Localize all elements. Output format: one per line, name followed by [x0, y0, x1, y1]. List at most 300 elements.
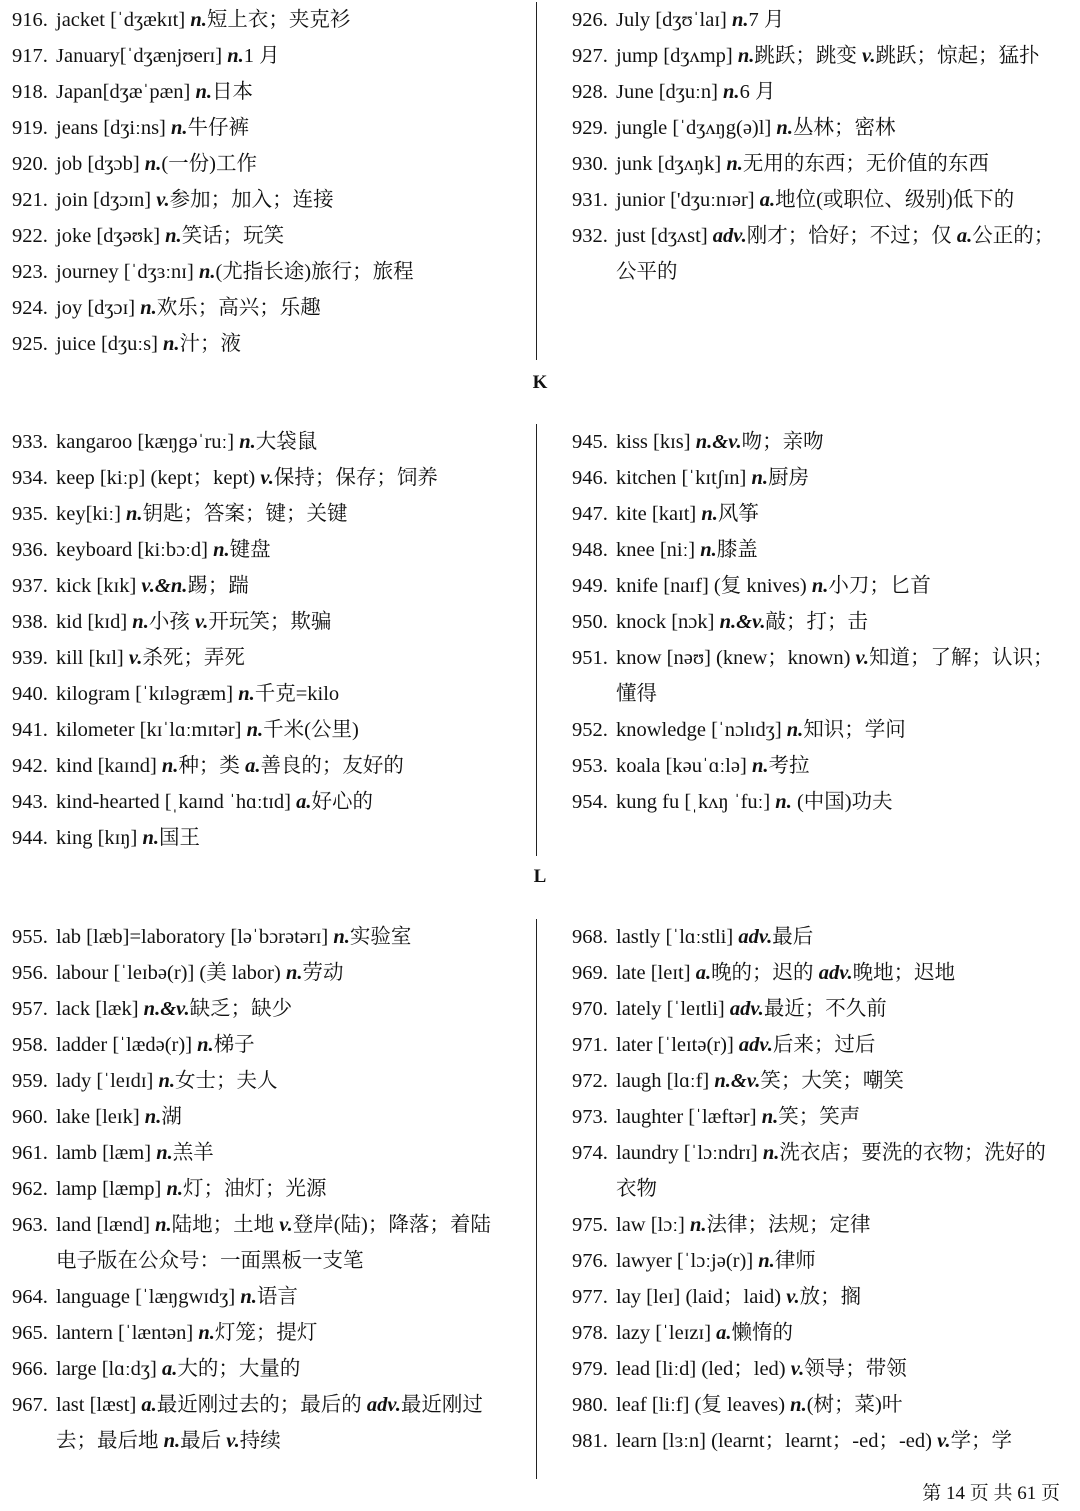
part-of-speech: n. — [776, 117, 793, 139]
vocab-entry — [572, 424, 1064, 460]
vocab-entry — [572, 784, 1064, 820]
part-of-speech: a. — [695, 962, 712, 984]
entry-number: 974. — [572, 1142, 608, 1164]
entry-number: 951. — [572, 647, 608, 669]
part-of-speech: n. — [701, 503, 718, 525]
entry-number: 966. — [12, 1358, 48, 1380]
entry-number: 968. — [572, 926, 608, 948]
vocab-entry — [572, 1135, 1064, 1207]
entry-number: 932. — [572, 225, 608, 247]
entry-text: leaf [liːf] (复 leaves) — [616, 1394, 791, 1416]
entry-text: 键盘 — [229, 539, 271, 561]
part-of-speech: n. — [132, 611, 149, 633]
column-right — [572, 919, 1064, 1459]
part-of-speech: n. — [158, 1070, 175, 1092]
part-of-speech: adv. — [729, 998, 764, 1020]
entry-number: 965. — [12, 1322, 48, 1344]
entry-text: learn [lɜːn] (learnt；learnt；-ed；-ed) — [616, 1430, 938, 1452]
vocab-entry — [572, 640, 1064, 712]
part-of-speech: n. — [790, 1394, 807, 1416]
vocab-entry — [12, 1027, 512, 1063]
part-of-speech: n. — [732, 9, 749, 31]
entry-number: 956. — [12, 962, 48, 984]
vocab-entry — [572, 532, 1064, 568]
entry-text: 劳动 — [302, 962, 344, 984]
part-of-speech: n. — [240, 1286, 257, 1308]
entry-text: job [dʒɔb] — [56, 153, 145, 175]
entry-number: 926. — [572, 9, 608, 31]
part-of-speech: n. — [811, 575, 829, 597]
vocab-entry — [572, 38, 1064, 74]
part-of-speech: n. — [142, 827, 159, 849]
entry-number: 947. — [572, 503, 608, 525]
entry-text: law [lɔː] — [616, 1214, 690, 1236]
entry-text: kick [kɪk] — [56, 575, 142, 597]
entry-text: 笑；大笑；嘲笑 — [760, 1070, 904, 1092]
part-of-speech: v. — [194, 611, 209, 633]
section-letter-l: L — [533, 866, 547, 887]
entry-text: knee [niː] — [616, 539, 701, 561]
entry-text: junk [dʒʌŋk] — [616, 153, 727, 175]
part-of-speech: n. — [126, 503, 143, 525]
vocab-entry — [12, 326, 512, 362]
part-of-speech: n. — [700, 539, 717, 561]
entry-number: 976. — [572, 1250, 608, 1272]
entry-text: lastly [ˈlɑːstli] — [616, 926, 739, 948]
part-of-speech: adv. — [738, 926, 773, 948]
entry-number: 933. — [12, 431, 48, 453]
vocab-entry — [12, 460, 512, 496]
entry-text: 律师 — [774, 1250, 816, 1272]
entry-text: 后来；过后 — [772, 1034, 876, 1056]
part-of-speech: n. — [723, 81, 740, 103]
entry-text: 大的；大量的 — [177, 1358, 301, 1380]
vocab-entry — [12, 604, 512, 640]
part-of-speech: adv. — [818, 962, 853, 984]
entry-text: joy [dʒɔɪ] — [56, 297, 141, 319]
part-of-speech: n. — [751, 755, 769, 777]
vocab-entry — [12, 424, 512, 460]
entry-text: 领导；带领 — [804, 1358, 907, 1380]
entry-text: kilometer [kɪˈlɑːmɪtər] — [56, 719, 247, 741]
entry-text: kiss [kɪs] — [616, 431, 696, 453]
vocab-entry — [572, 1315, 1064, 1351]
entry-text: land [lænd] — [56, 1214, 156, 1236]
entry-text: (一份)工作 — [161, 153, 257, 175]
entry-number: 916. — [12, 9, 48, 31]
entry-text: kind-hearted [ˌkaɪnd ˈhɑːtɪd] — [56, 791, 297, 813]
entry-number: 959. — [12, 1070, 48, 1092]
entry-number: 971. — [572, 1034, 608, 1056]
entry-text: January[ˈdʒænjʊerɪ] — [56, 45, 228, 67]
entry-text: 小刀；匕首 — [828, 575, 931, 597]
part-of-speech: v. — [862, 45, 876, 67]
entry-text: 风筝 — [717, 503, 759, 525]
entry-text: 最后 — [180, 1430, 227, 1452]
part-of-speech: v. — [786, 1286, 800, 1308]
entry-number: 934. — [12, 467, 48, 489]
vocab-entry — [572, 1099, 1064, 1135]
entry-text: knock [nɔk] — [616, 611, 720, 633]
entry-number: 923. — [12, 261, 48, 283]
part-of-speech: v. — [156, 189, 170, 211]
vocab-entry — [12, 2, 512, 38]
entry-number: 920. — [12, 153, 48, 175]
part-of-speech: n.&v. — [719, 611, 766, 633]
entry-number: 980. — [572, 1394, 608, 1416]
entry-number: 918. — [12, 81, 48, 103]
entry-number: 940. — [12, 683, 48, 705]
part-of-speech: n. — [161, 755, 179, 777]
entry-text: kind [kaɪnd] — [56, 755, 162, 777]
vocab-entry — [572, 218, 1064, 290]
column-left — [12, 919, 512, 1459]
entry-text: kill [kɪl] — [56, 647, 129, 669]
entry-text: 踢；踹 — [187, 575, 249, 597]
entry-text: 大袋鼠 — [255, 431, 318, 453]
entry-text: koala [kəuˈɑːlə] — [616, 755, 752, 777]
entry-number: 950. — [572, 611, 608, 633]
entry-text: lead [liːd] (led；led) — [616, 1358, 791, 1380]
part-of-speech: n. — [163, 333, 180, 355]
entry-text: king [kɪŋ] — [56, 827, 143, 849]
part-of-speech: v. — [855, 647, 870, 669]
entry-number: 957. — [12, 998, 48, 1020]
entry-number: 945. — [572, 431, 608, 453]
entry-text: 7 月 — [748, 9, 785, 31]
entry-text: jacket [ˈdʒækɪt] — [56, 9, 191, 31]
entry-text: jeans [dʒiːns] — [56, 117, 171, 139]
entry-text: 千克=kilo — [254, 683, 340, 705]
entry-text: 刚才；恰好；不过；仅 — [746, 225, 957, 247]
part-of-speech: v. — [937, 1430, 951, 1452]
vocab-entry — [572, 1351, 1064, 1387]
part-of-speech: v. — [790, 1358, 805, 1380]
entry-text: 语言 — [256, 1286, 298, 1308]
entry-text: later [ˈleɪtə(r)] — [616, 1034, 739, 1056]
entry-text: journey [ˈdʒɜːnɪ] — [56, 261, 199, 283]
entry-text: 缺乏；缺少 — [189, 998, 293, 1020]
entry-text: lazy [ˈleɪzɪ] — [616, 1322, 717, 1344]
part-of-speech: n.&v. — [143, 998, 190, 1020]
entry-text: joke [dʒəʊk] — [56, 225, 166, 247]
vocab-entry — [12, 712, 512, 748]
vocab-entry — [12, 38, 512, 74]
column-divider — [536, 2, 537, 360]
entry-text: laughter [ˈlæftər] — [616, 1106, 762, 1128]
vocab-entry — [572, 110, 1064, 146]
vocab-entry — [12, 919, 512, 955]
entry-number: 931. — [572, 189, 608, 211]
entry-text: lady [ˈleɪdɪ] — [56, 1070, 159, 1092]
vocab-entry — [12, 568, 512, 604]
entry-number: 972. — [572, 1070, 608, 1092]
entry-text: kangaroo [kæŋgəˈruː] — [56, 431, 240, 453]
entry-text: 实验室 — [349, 926, 412, 948]
entry-text: 千米(公里) — [263, 719, 359, 741]
part-of-speech: n. — [198, 261, 216, 283]
part-of-speech: n. — [171, 117, 188, 139]
entry-number: 921. — [12, 189, 48, 211]
column-divider — [536, 919, 537, 1479]
entry-text: 灯；油灯；光源 — [183, 1178, 327, 1200]
part-of-speech: n.&v. — [714, 1070, 761, 1092]
column-left — [12, 424, 512, 856]
entry-number: 937. — [12, 575, 48, 597]
entry-text: 晚的；迟的 — [711, 962, 819, 984]
entry-text: 无用的东西；无价值的东西 — [742, 153, 989, 175]
entry-text: knowledge [ˈnɔlɪdʒ] — [616, 719, 787, 741]
entry-text: language [ˈlæŋgwɪdʒ] — [56, 1286, 241, 1308]
entry-text: (尤指长途)旅行；旅程 — [215, 261, 414, 283]
part-of-speech: n. — [166, 1178, 183, 1200]
entry-text: 放；搁 — [799, 1286, 862, 1308]
part-of-speech: n. — [246, 719, 264, 741]
entry-number: 944. — [12, 827, 48, 849]
part-of-speech: n. — [195, 81, 213, 103]
entry-number: 927. — [572, 45, 608, 67]
part-of-speech: a. — [716, 1322, 732, 1344]
entry-text: lately [ˈleɪtli] — [616, 998, 730, 1020]
vocab-entry — [572, 496, 1064, 532]
vocab-entry — [572, 1279, 1064, 1315]
entry-text: keep [kiːp] (kept；kept) — [56, 467, 261, 489]
entry-text: lack [læk] — [56, 998, 144, 1020]
vocab-entry — [572, 1063, 1064, 1099]
entry-text: keyboard [kiːbɔːd] — [56, 539, 214, 561]
entry-number: 958. — [12, 1034, 48, 1056]
entry-number: 949. — [572, 575, 608, 597]
vocab-entry — [12, 1315, 512, 1351]
entry-text: jungle [ˈdʒʌŋg(ə)l] — [616, 117, 777, 139]
entry-text: 洗衣店；要洗的衣物；洗好的衣物 — [616, 1142, 1046, 1200]
entry-number: 961. — [12, 1142, 48, 1164]
entry-text: 法律；法规；定律 — [706, 1214, 871, 1236]
part-of-speech: a. — [245, 755, 261, 777]
entry-text: 最后 — [772, 926, 814, 948]
part-of-speech: n. — [144, 1106, 162, 1128]
vocab-entry — [12, 110, 512, 146]
entry-text: 羔羊 — [172, 1142, 214, 1164]
entry-text: laugh [lɑːf] — [616, 1070, 715, 1092]
entry-text: key[kiː] — [56, 503, 127, 525]
entry-number: 941. — [12, 719, 48, 741]
entry-text: 灯笼；提灯 — [214, 1322, 318, 1344]
part-of-speech: n. — [165, 225, 182, 247]
entry-text: 知识；学问 — [803, 719, 906, 741]
entry-number: 938. — [12, 611, 48, 633]
entry-text: lake [leɪk] — [56, 1106, 145, 1128]
entry-text: 短上衣；夹克衫 — [206, 9, 351, 31]
vocab-entry — [572, 1027, 1064, 1063]
vocab-entry — [572, 568, 1064, 604]
part-of-speech: n. — [156, 1142, 173, 1164]
entry-text: juice [dʒuːs] — [56, 333, 164, 355]
vocab-entry — [12, 1135, 512, 1171]
vocab-entry — [12, 1099, 512, 1135]
vocab-entry — [572, 1243, 1064, 1279]
entry-text: 知道；了解；认识；懂得 — [616, 647, 1054, 705]
part-of-speech: n. — [726, 153, 743, 175]
part-of-speech: v. — [260, 467, 274, 489]
part-of-speech: n. — [213, 539, 230, 561]
vocab-entry — [12, 955, 512, 991]
entry-text: 女士；夫人 — [175, 1070, 278, 1092]
part-of-speech: n.&v. — [695, 431, 742, 453]
part-of-speech: n. — [144, 153, 162, 175]
entry-number: 969. — [572, 962, 608, 984]
page-footer: 第 14 页 共 61 页 — [922, 1483, 1060, 1504]
part-of-speech: n. — [333, 926, 350, 948]
entry-text: 保持；保存；饲养 — [273, 467, 438, 489]
entry-text: June [dʒuːn] — [616, 81, 724, 103]
vocab-entry — [12, 290, 512, 326]
entry-number: 928. — [572, 81, 608, 103]
entry-number: 975. — [572, 1214, 608, 1236]
vocab-entry — [572, 146, 1064, 182]
entry-text: 汁；液 — [179, 333, 242, 355]
entry-number: 919. — [12, 117, 48, 139]
entry-text: 牛仔裤 — [187, 117, 250, 139]
entry-number: 953. — [572, 755, 608, 777]
entry-text: 国王 — [158, 827, 200, 849]
vocab-entry — [12, 182, 512, 218]
vocab-entry — [572, 2, 1064, 38]
entry-text: 持续 — [239, 1430, 281, 1452]
part-of-speech: n. — [761, 1106, 779, 1128]
vocab-entry — [12, 146, 512, 182]
entry-number: 939. — [12, 647, 48, 669]
entry-text: kilogram [ˈkɪləgræm] — [56, 683, 239, 705]
entry-number: 978. — [572, 1322, 608, 1344]
vocab-entry — [12, 1279, 512, 1315]
column-right — [572, 424, 1064, 820]
entry-text: 种；类 — [178, 755, 246, 777]
entry-number: 925. — [12, 333, 48, 355]
entry-text: 最近；不久前 — [763, 998, 887, 1020]
entry-text: 好心的 — [311, 791, 373, 813]
entry-number: 967. — [12, 1394, 48, 1416]
part-of-speech: n. — [758, 1250, 775, 1272]
entry-text: labour [ˈleɪbə(r)] (美 labor) — [56, 962, 286, 984]
entry-text: 日本 — [212, 81, 254, 103]
entry-text: large [lɑːdʒ] — [56, 1358, 162, 1380]
entry-text: 开玩笑；欺骗 — [208, 611, 332, 633]
entry-text: jump [dʒʌmp] — [616, 45, 738, 67]
entry-number: 935. — [12, 503, 48, 525]
entry-text: 跳跃；跳变 — [754, 45, 862, 67]
vocab-entry — [572, 74, 1064, 110]
entry-number: 952. — [572, 719, 608, 741]
vocab-entry — [572, 1207, 1064, 1243]
entry-number: 946. — [572, 467, 608, 489]
column-left — [12, 2, 512, 362]
entry-text: lamb [læm] — [56, 1142, 157, 1164]
part-of-speech: n. — [737, 45, 755, 67]
entry-text: 陆地；土地 — [171, 1214, 280, 1236]
entry-text: junior ['dʒuːnɪər] — [616, 189, 760, 211]
entry-text: 参加；加入；连接 — [169, 189, 334, 211]
vocab-entry — [12, 532, 512, 568]
vocab-entry — [12, 1171, 512, 1207]
part-of-speech: n. — [227, 45, 244, 67]
part-of-speech: adv. — [712, 225, 747, 247]
entry-text: 敲；打；击 — [765, 611, 869, 633]
entry-number: 943. — [12, 791, 48, 813]
vocab-entry — [12, 748, 512, 784]
entry-text: 笑话；玩笑 — [181, 225, 285, 247]
entry-text: join [dʒɔɪn] — [56, 189, 157, 211]
part-of-speech: v. — [279, 1214, 293, 1236]
part-of-speech: n. — [190, 9, 207, 31]
vocab-entry — [572, 919, 1064, 955]
part-of-speech: n. — [285, 962, 303, 984]
part-of-speech: a. — [141, 1394, 157, 1416]
vocab-entry — [572, 1387, 1064, 1423]
entry-number: 936. — [12, 539, 48, 561]
entry-number: 979. — [572, 1358, 608, 1380]
entry-text: last [læst] — [56, 1394, 142, 1416]
part-of-speech: n. — [163, 1430, 181, 1452]
entry-text: late [leɪt] — [616, 962, 696, 984]
vocab-entry — [12, 1063, 512, 1099]
entry-text: kitchen [ˈkɪtʃɪn] — [616, 467, 752, 489]
part-of-speech: n. — [140, 297, 157, 319]
entry-text: 6 月 — [739, 81, 776, 103]
vocab-entry — [12, 254, 512, 290]
entry-text: 地位(或职位、级别)低下的 — [775, 189, 1015, 211]
entry-text: know [nəʊ] (knew；known) — [616, 647, 856, 669]
entry-text: (中国)功夫 — [791, 791, 893, 813]
vocab-entry — [12, 784, 512, 820]
entry-text: knife [naɪf] (复 knives) — [616, 575, 812, 597]
part-of-speech: a. — [296, 791, 312, 813]
entry-text: (树；菜)叶 — [806, 1394, 903, 1416]
entry-number: 924. — [12, 297, 48, 319]
vocab-entry — [572, 182, 1064, 218]
entry-text: lawyer [ˈlɔːjə(r)] — [616, 1250, 759, 1272]
entry-text: 吻；亲吻 — [741, 431, 824, 453]
vocab-entry — [12, 1351, 512, 1387]
entry-text: 笑；笑声 — [778, 1106, 861, 1128]
vocab-entry — [12, 496, 512, 532]
entry-text: 厨房 — [768, 467, 810, 489]
entry-number: 929. — [572, 117, 608, 139]
entry-number: 970. — [572, 998, 608, 1020]
entry-text: ladder [ˈlædə(r)] — [56, 1034, 198, 1056]
entry-number: 977. — [572, 1286, 608, 1308]
entry-text: lantern [ˈlæntən] — [56, 1322, 199, 1344]
part-of-speech: n. — [238, 683, 255, 705]
vocab-entry — [572, 604, 1064, 640]
entry-number: 922. — [12, 225, 48, 247]
entry-text: 欢乐；高兴；乐趣 — [156, 297, 321, 319]
part-of-speech: n. — [198, 1322, 215, 1344]
entry-number: 930. — [572, 153, 608, 175]
part-of-speech: n. — [775, 791, 792, 813]
entry-number: 964. — [12, 1286, 48, 1308]
entry-number: 960. — [12, 1106, 48, 1128]
part-of-speech: a. — [956, 225, 973, 247]
vocab-entry — [12, 1207, 512, 1279]
entry-text: 湖 — [161, 1106, 182, 1128]
part-of-speech: n. — [751, 467, 769, 489]
entry-number: 955. — [12, 926, 48, 948]
column-right — [572, 2, 1064, 290]
entry-text: 学；学 — [950, 1430, 1013, 1452]
entry-text: 丛林；密林 — [792, 117, 896, 139]
entry-number: 954. — [572, 791, 608, 813]
